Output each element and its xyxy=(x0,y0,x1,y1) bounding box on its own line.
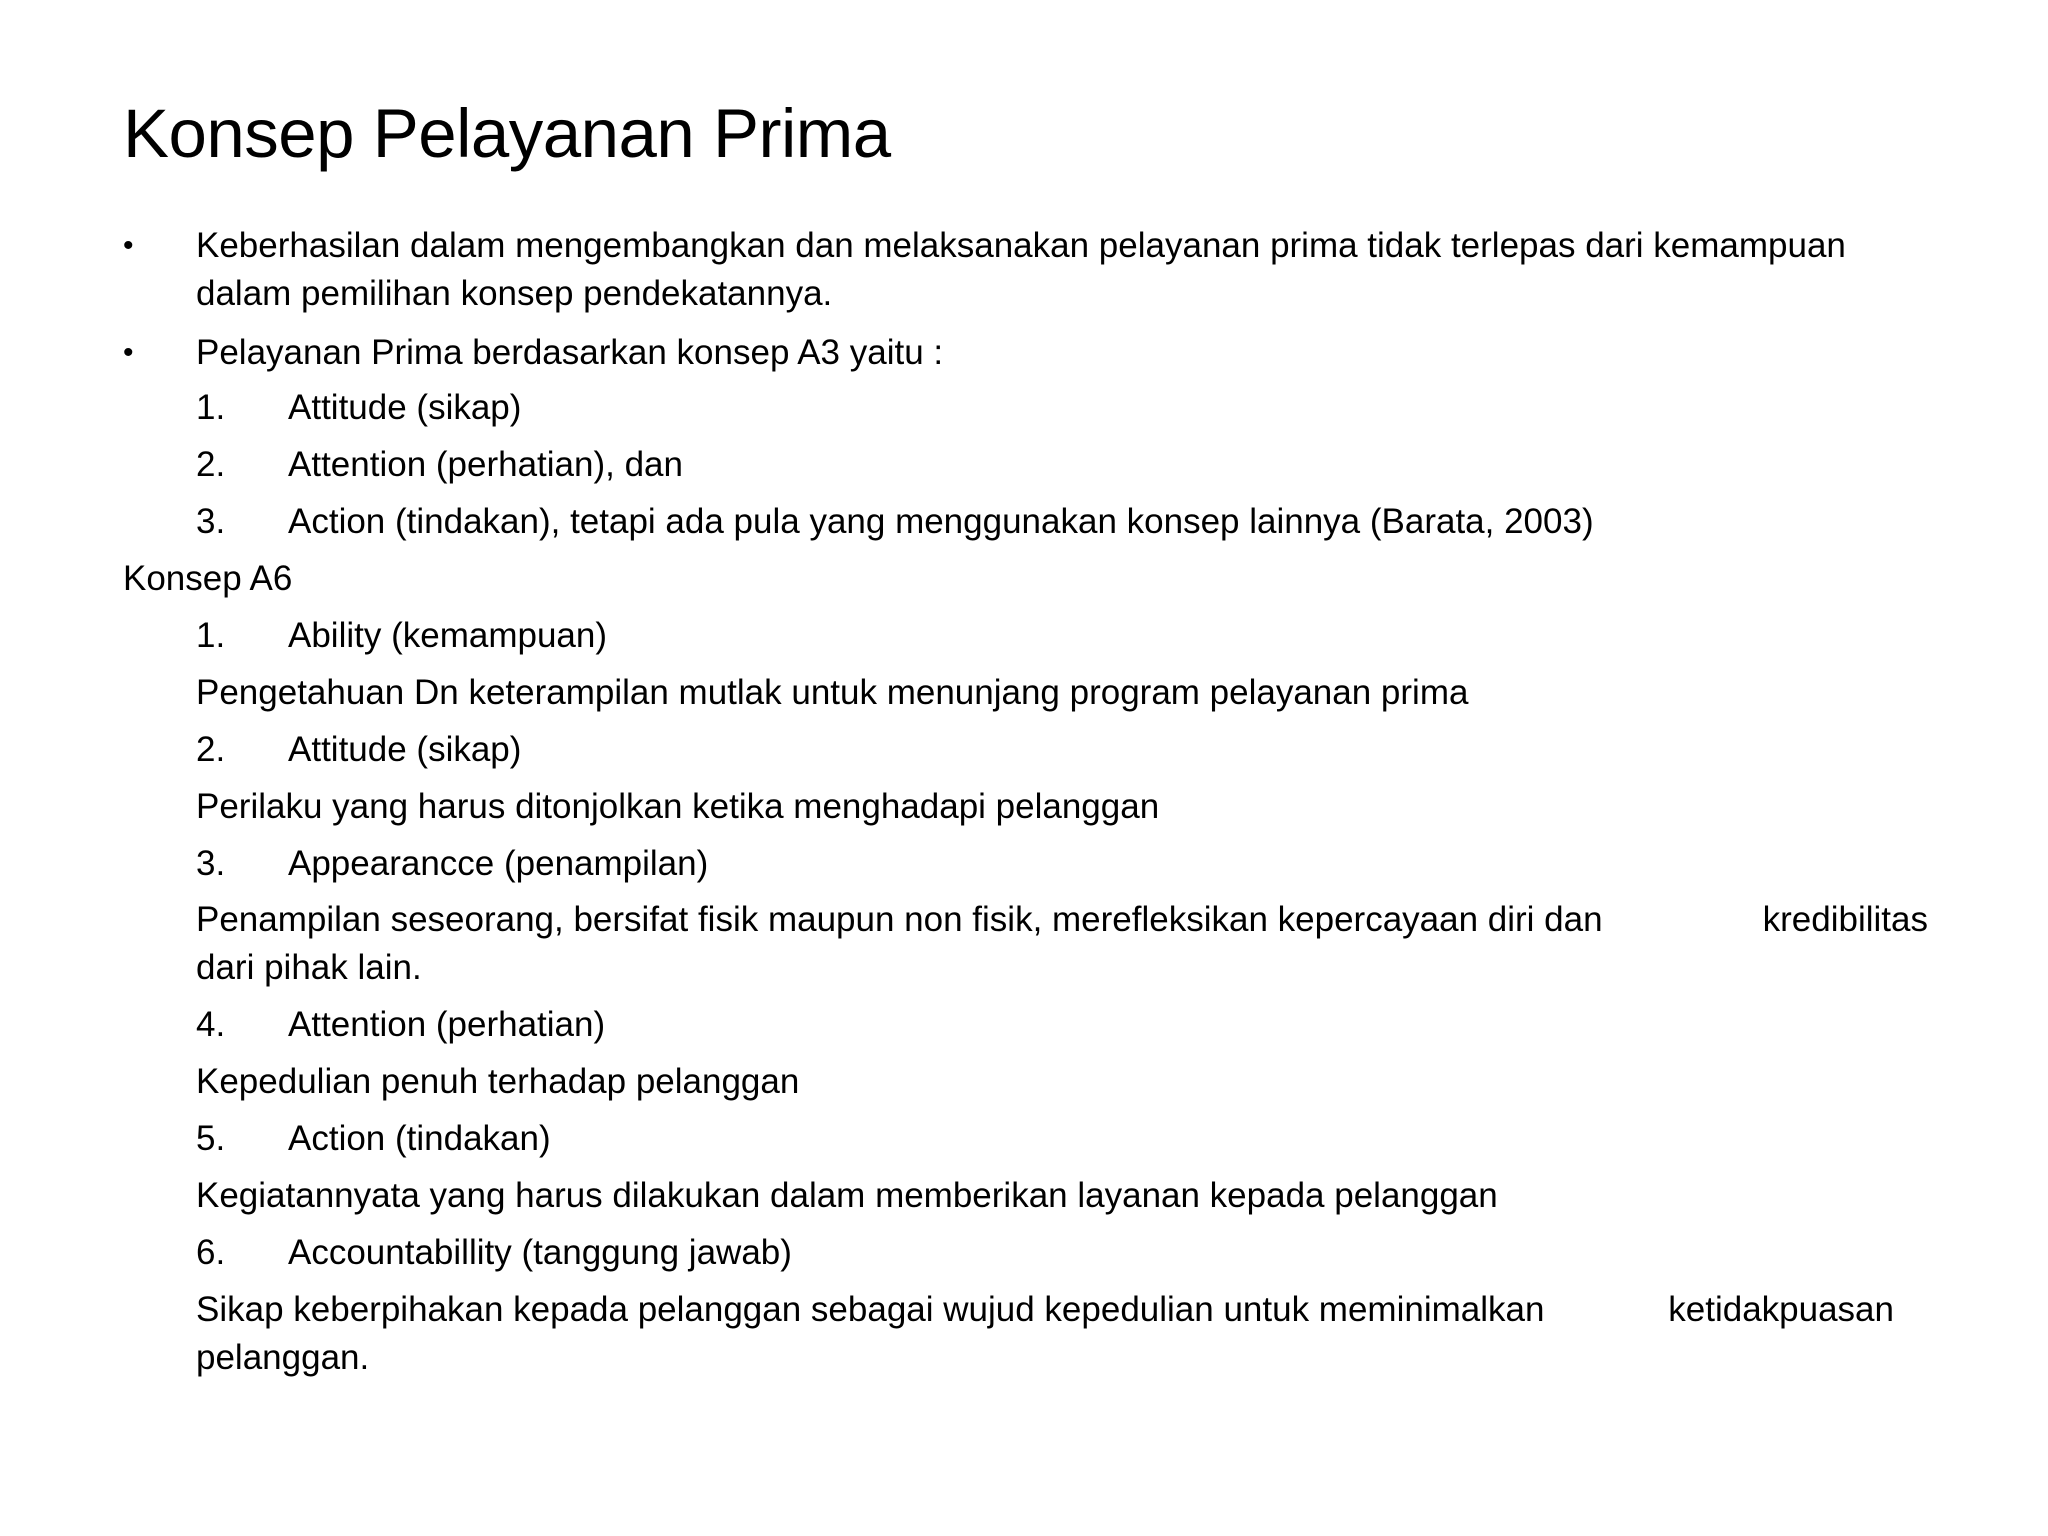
a6-item-desc: Pengetahuan Dn keterampilan mutlak untuk menunjang program pelayanan prima xyxy=(196,673,1469,712)
a6-item xyxy=(0,1115,2048,1163)
a6-item-desc-right: kredibilitas xyxy=(1762,900,1928,939)
a6-item-desc: Perilaku yang harus ditonjolkan ketika menghadapi pelanggan xyxy=(196,787,1160,826)
a6-item-number: 6. xyxy=(196,1233,226,1272)
a6-item-desc-justified xyxy=(196,1286,1894,1334)
bullet-dot: • xyxy=(123,336,134,369)
a3-item-text: Attitude (sikap) xyxy=(288,388,522,427)
a3-item-number: 2. xyxy=(196,445,226,484)
bullet-1-line-1: Keberhasilan dalam mengembangkan dan melaksanakan pelayanan prima tidak terlepas dari kemampuan xyxy=(196,226,1846,265)
a6-item-desc-left: Sikap keberpihakan kepada pelanggan sebagai wujud kepedulian untuk meminimalkan xyxy=(196,1290,1545,1329)
a6-item-description xyxy=(0,1172,2048,1220)
a6-item-description-continued xyxy=(0,944,2048,992)
a3-item-text: Attention (perhatian), dan xyxy=(288,445,683,484)
a6-item-text: Ability (kemampuan) xyxy=(288,616,607,655)
a6-item-number: 3. xyxy=(196,844,226,883)
a3-item-text: Action (tindakan), tetapi ada pula yang menggunakan konsep lainnya (Barata, 2003) xyxy=(288,502,1594,541)
a6-item-desc: Kepedulian penuh terhadap pelanggan xyxy=(196,1062,800,1101)
a6-item-number: 5. xyxy=(196,1119,226,1158)
bullet-1-line-2: dalam pemilihan konsep pendekatannya. xyxy=(196,274,833,313)
a6-item-description xyxy=(0,783,2048,831)
a6-item-text: Accountabillity (tanggung jawab) xyxy=(288,1233,792,1272)
a3-item xyxy=(0,498,2048,546)
a6-item-description xyxy=(0,896,2048,944)
a6-item-desc: Kegiatannyata yang harus dilakukan dalam memberikan layanan kepada pelanggan xyxy=(196,1176,1498,1215)
bullet-1-continued xyxy=(0,270,2048,318)
a6-item-desc-line-2: pelanggan. xyxy=(196,1338,370,1377)
a3-item xyxy=(0,441,2048,489)
a3-item-number: 3. xyxy=(196,502,226,541)
bullet-1 xyxy=(0,222,2048,270)
a6-item xyxy=(0,1001,2048,1049)
a6-item-desc-left: Penampilan seseorang, bersifat fisik maupun non fisik, merefleksikan kepercayaan diri dan xyxy=(196,900,1603,939)
a6-item-text: Attitude (sikap) xyxy=(288,730,522,769)
a6-item-description xyxy=(0,1286,2048,1334)
bullet-2-text: Pelayanan Prima berdasarkan konsep A3 yaitu : xyxy=(196,333,944,372)
a6-item xyxy=(0,726,2048,774)
a6-item-text: Action (tindakan) xyxy=(288,1119,551,1158)
a6-item-text: Appearancce (penampilan) xyxy=(288,844,709,883)
a6-item-number: 2. xyxy=(196,730,226,769)
slide-title: Konsep Pelayanan Prima xyxy=(123,95,891,172)
a6-item-text: Attention (perhatian) xyxy=(288,1005,606,1044)
a6-item-description xyxy=(0,1058,2048,1106)
a3-item-number: 1. xyxy=(196,388,226,427)
a6-item-number: 1. xyxy=(196,616,226,655)
a6-item-desc-right: ketidakpuasan xyxy=(1668,1290,1894,1329)
a6-item xyxy=(0,840,2048,888)
a6-item xyxy=(0,1229,2048,1277)
bullet-2 xyxy=(0,329,2048,377)
a6-item-desc-line-2: dari pihak lain. xyxy=(196,948,422,987)
bullet-dot: • xyxy=(123,229,134,262)
a6-item-desc-justified xyxy=(196,896,1928,944)
a6-item-number: 4. xyxy=(196,1005,226,1044)
a6-heading: Konsep A6 xyxy=(123,559,293,598)
a6-item-description xyxy=(0,669,2048,717)
a6-item xyxy=(0,612,2048,660)
a3-item xyxy=(0,384,2048,432)
a6-item-description-continued xyxy=(0,1334,2048,1382)
